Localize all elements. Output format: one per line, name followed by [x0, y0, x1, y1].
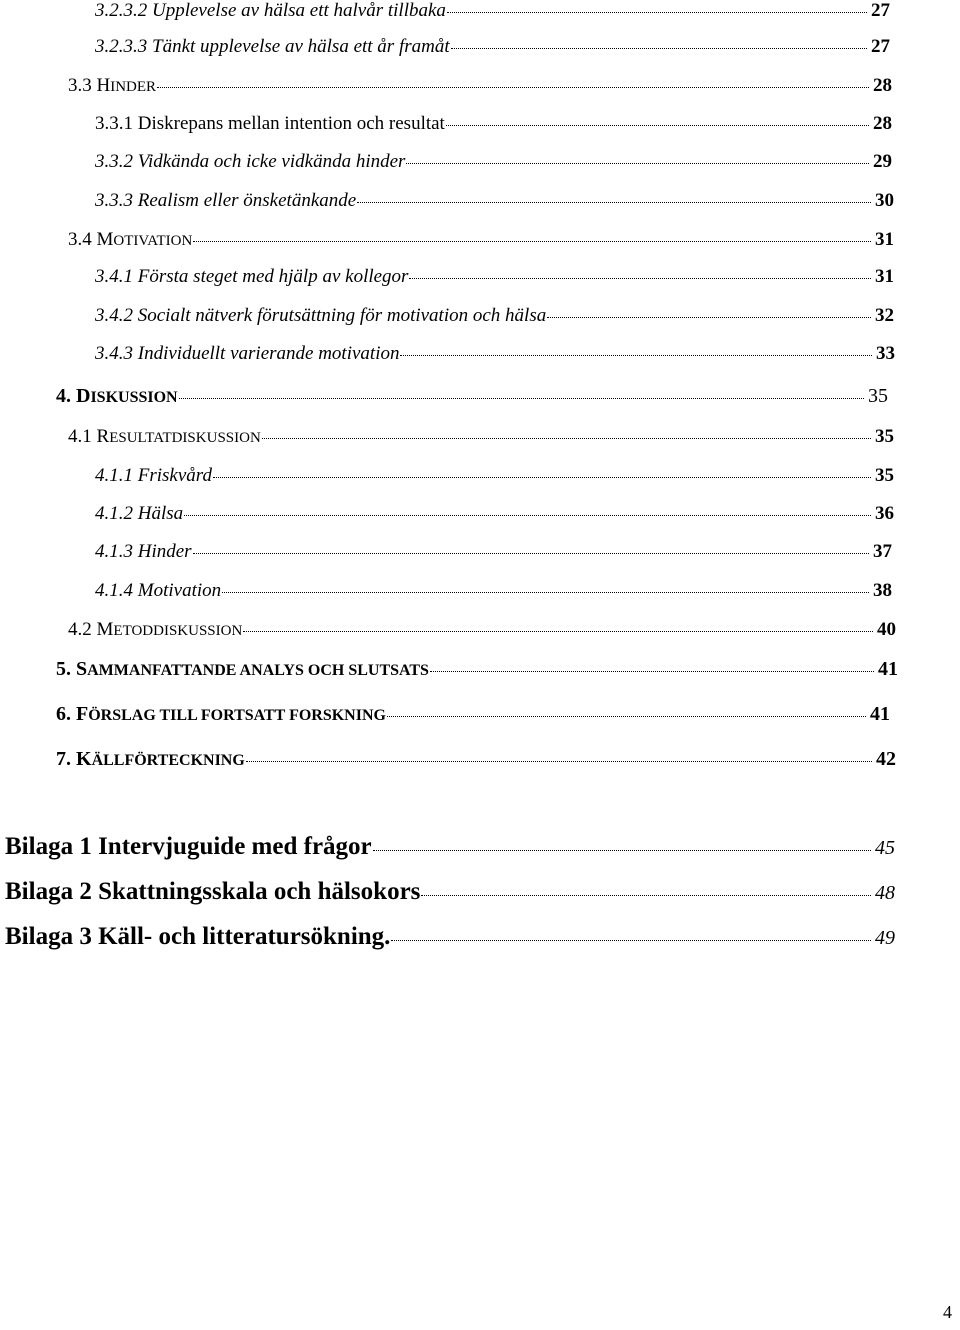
- toc-entry-title: 3.4.1 Första steget med hjälp av kollegor: [95, 266, 409, 287]
- toc-entry-page: 40: [877, 619, 896, 640]
- toc-entry-page: 41: [878, 658, 898, 680]
- toc-leader-dots: [184, 514, 871, 516]
- toc-leader-dots: [409, 277, 871, 279]
- toc-entry-number: 4.: [56, 385, 76, 407]
- toc-entry-number: 3.4: [68, 229, 97, 250]
- toc-leader-dots: [179, 397, 864, 399]
- toc-entry-title: [68, 619, 242, 641]
- appendix-title: Bilaga 2 Skattningsskala och hälsokors: [5, 878, 421, 905]
- toc-leader-dots: [243, 630, 873, 632]
- toc-leader-dots: [446, 124, 869, 126]
- toc-entry-smallcaps: INDER: [110, 79, 157, 95]
- toc-entry-page: 41: [870, 703, 890, 725]
- appendix-page: 48: [875, 882, 895, 904]
- toc-entry-page: 36: [875, 503, 894, 524]
- toc-entry-title: 3.4.3 Individuellt varierande motivation: [95, 343, 400, 364]
- toc-entry-smallcaps: ISKUSSION: [90, 389, 178, 406]
- toc-leader-dots: [400, 354, 872, 356]
- toc-entry-3-4-2: [95, 305, 894, 327]
- toc-entry-title: [68, 229, 192, 251]
- toc-entry-page: 29: [873, 151, 892, 172]
- appendix-page: 49: [875, 927, 895, 949]
- toc-entry-number: 3.3: [68, 75, 97, 96]
- toc-entry-page: 31: [875, 266, 894, 287]
- toc-entry-page: 35: [875, 426, 894, 447]
- toc-entry-4-1-3: [95, 541, 892, 563]
- toc-entry-page: 27: [871, 0, 890, 21]
- toc-entry-title: 4.1.1 Friskvård: [95, 465, 212, 486]
- toc-leader-dots: [262, 437, 871, 439]
- toc-entry-title: 3.3.3 Realism eller önsketänkande: [95, 190, 357, 211]
- appendix-entry-2: [5, 878, 895, 906]
- toc-entry-initial: K: [76, 748, 92, 770]
- toc-entry-smallcaps: AMMANFATTANDE ANALYS OCH SLUTSATS: [87, 662, 429, 679]
- toc-entry-title: [56, 748, 245, 771]
- toc-entry-page: 35: [875, 465, 894, 486]
- toc-entry-number: 6.: [56, 703, 76, 725]
- toc-entry-3-3-2: [95, 151, 892, 173]
- toc-leader-dots: [357, 201, 871, 203]
- toc-leader-dots: [430, 670, 874, 672]
- toc-entry-initial: R: [96, 426, 110, 447]
- toc-entry-title: 4.1.4 Motivation: [95, 580, 222, 601]
- toc-entry-5: [56, 658, 898, 681]
- toc-leader-dots: [391, 939, 871, 941]
- toc-entry-initial: F: [76, 703, 89, 725]
- toc-leader-dots: [213, 476, 871, 478]
- toc-entry-title: [56, 703, 386, 726]
- toc-entry-title: 4.1.2 Hälsa: [95, 503, 184, 524]
- toc-entry-number: 5.: [56, 658, 76, 680]
- toc-entry-title: [56, 385, 178, 408]
- toc-entry-smallcaps: ÖRSLAG TILL FORTSATT FORSKNING: [88, 707, 386, 724]
- toc-entry-number: 7.: [56, 748, 76, 770]
- toc-entry-page: 31: [875, 229, 894, 250]
- toc-leader-dots: [451, 47, 867, 49]
- toc-leader-dots: [373, 849, 871, 851]
- toc-leader-dots: [421, 894, 871, 896]
- toc-entry-number: 4.2: [68, 619, 97, 640]
- toc-entry-smallcaps: ÄLLFÖRTECKNING: [91, 752, 245, 769]
- toc-entry-page: 33: [876, 343, 895, 364]
- toc-leader-dots: [447, 11, 867, 13]
- toc-entry-initial: M: [96, 619, 114, 640]
- toc-entry-title: 3.2.3.3 Tänkt upplevelse av hälsa ett år framåt: [95, 36, 450, 57]
- toc-entry-4-1-1: [95, 465, 894, 487]
- toc-entry-initial: D: [76, 385, 91, 407]
- toc-entry-page: 35: [868, 385, 888, 407]
- appendix-page: 45: [875, 837, 895, 859]
- toc-entry-6: [56, 703, 890, 726]
- toc-entry-3-3-3: [95, 190, 894, 212]
- toc-leader-dots: [157, 86, 869, 88]
- appendix-title: Bilaga 1 Intervjuguide med frågor: [5, 833, 372, 860]
- toc-entry-4-2: [68, 619, 896, 641]
- toc-entry-page: 32: [875, 305, 894, 326]
- toc-entry-page: 28: [873, 113, 892, 134]
- toc-entry-smallcaps: OTIVATION: [113, 233, 193, 249]
- toc-entry-page: 38: [873, 580, 892, 601]
- appendix-title: Bilaga 3 Käll- och litteratursökning.: [5, 923, 391, 950]
- toc-leader-dots: [193, 240, 871, 242]
- toc-entry-4-1: [68, 426, 894, 448]
- toc-entry-3-2-3-3: [95, 36, 890, 58]
- toc-entry-page: 37: [873, 541, 892, 562]
- toc-entry-7: [56, 748, 896, 771]
- toc-entry-initial: S: [76, 658, 88, 680]
- toc-entry-number: 4.1: [68, 426, 97, 447]
- toc-leader-dots: [246, 760, 872, 762]
- toc-leader-dots: [222, 591, 869, 593]
- toc-entry-3-2-3-2: [95, 0, 890, 22]
- toc-entry-initial: H: [96, 75, 111, 96]
- toc-entry-smallcaps: ETODDISKUSSION: [113, 623, 243, 639]
- toc-leader-dots: [406, 162, 869, 164]
- toc-entry-4: [56, 385, 888, 408]
- page-number: 4: [943, 1302, 952, 1322]
- toc-entry-3-4-3: [95, 343, 895, 365]
- toc-entry-page: 30: [875, 190, 894, 211]
- toc-entry-title: [68, 426, 261, 448]
- toc-leader-dots: [387, 715, 866, 717]
- toc-entry-initial: M: [96, 229, 114, 250]
- appendix-entry-3: [5, 923, 895, 951]
- toc-entry-4-1-4: [95, 580, 892, 602]
- appendix-entry-1: [5, 833, 895, 861]
- toc-entry-3-3-1: [95, 113, 892, 135]
- toc-entry-title: 3.4.2 Socialt nätverk förutsättning för motivation och hälsa: [95, 305, 547, 326]
- toc-entry-title: [68, 75, 156, 97]
- toc-entry-page: 28: [873, 75, 892, 96]
- toc-entry-3-3: [68, 75, 892, 97]
- toc-entry-smallcaps: ESULTATDISKUSSION: [109, 430, 261, 446]
- toc-entry-title: 3.3.1 Diskrepans mellan intention och resultat: [95, 113, 445, 134]
- toc-entry-3-4-1: [95, 266, 894, 288]
- toc-entry-title: 4.1.3 Hinder: [95, 541, 192, 562]
- toc-entry-page: 42: [876, 748, 896, 770]
- toc-entry-title: 3.3.2 Vidkända och icke vidkända hinder: [95, 151, 406, 172]
- toc-entry-4-1-2: [95, 503, 894, 525]
- toc-entry-3-4: [68, 229, 894, 251]
- toc-leader-dots: [193, 552, 869, 554]
- toc-leader-dots: [547, 316, 871, 318]
- toc-entry-page: 27: [871, 36, 890, 57]
- toc-entry-title: 3.2.3.2 Upplevelse av hälsa ett halvår tillbaka: [95, 0, 446, 21]
- toc-entry-title: [56, 658, 429, 681]
